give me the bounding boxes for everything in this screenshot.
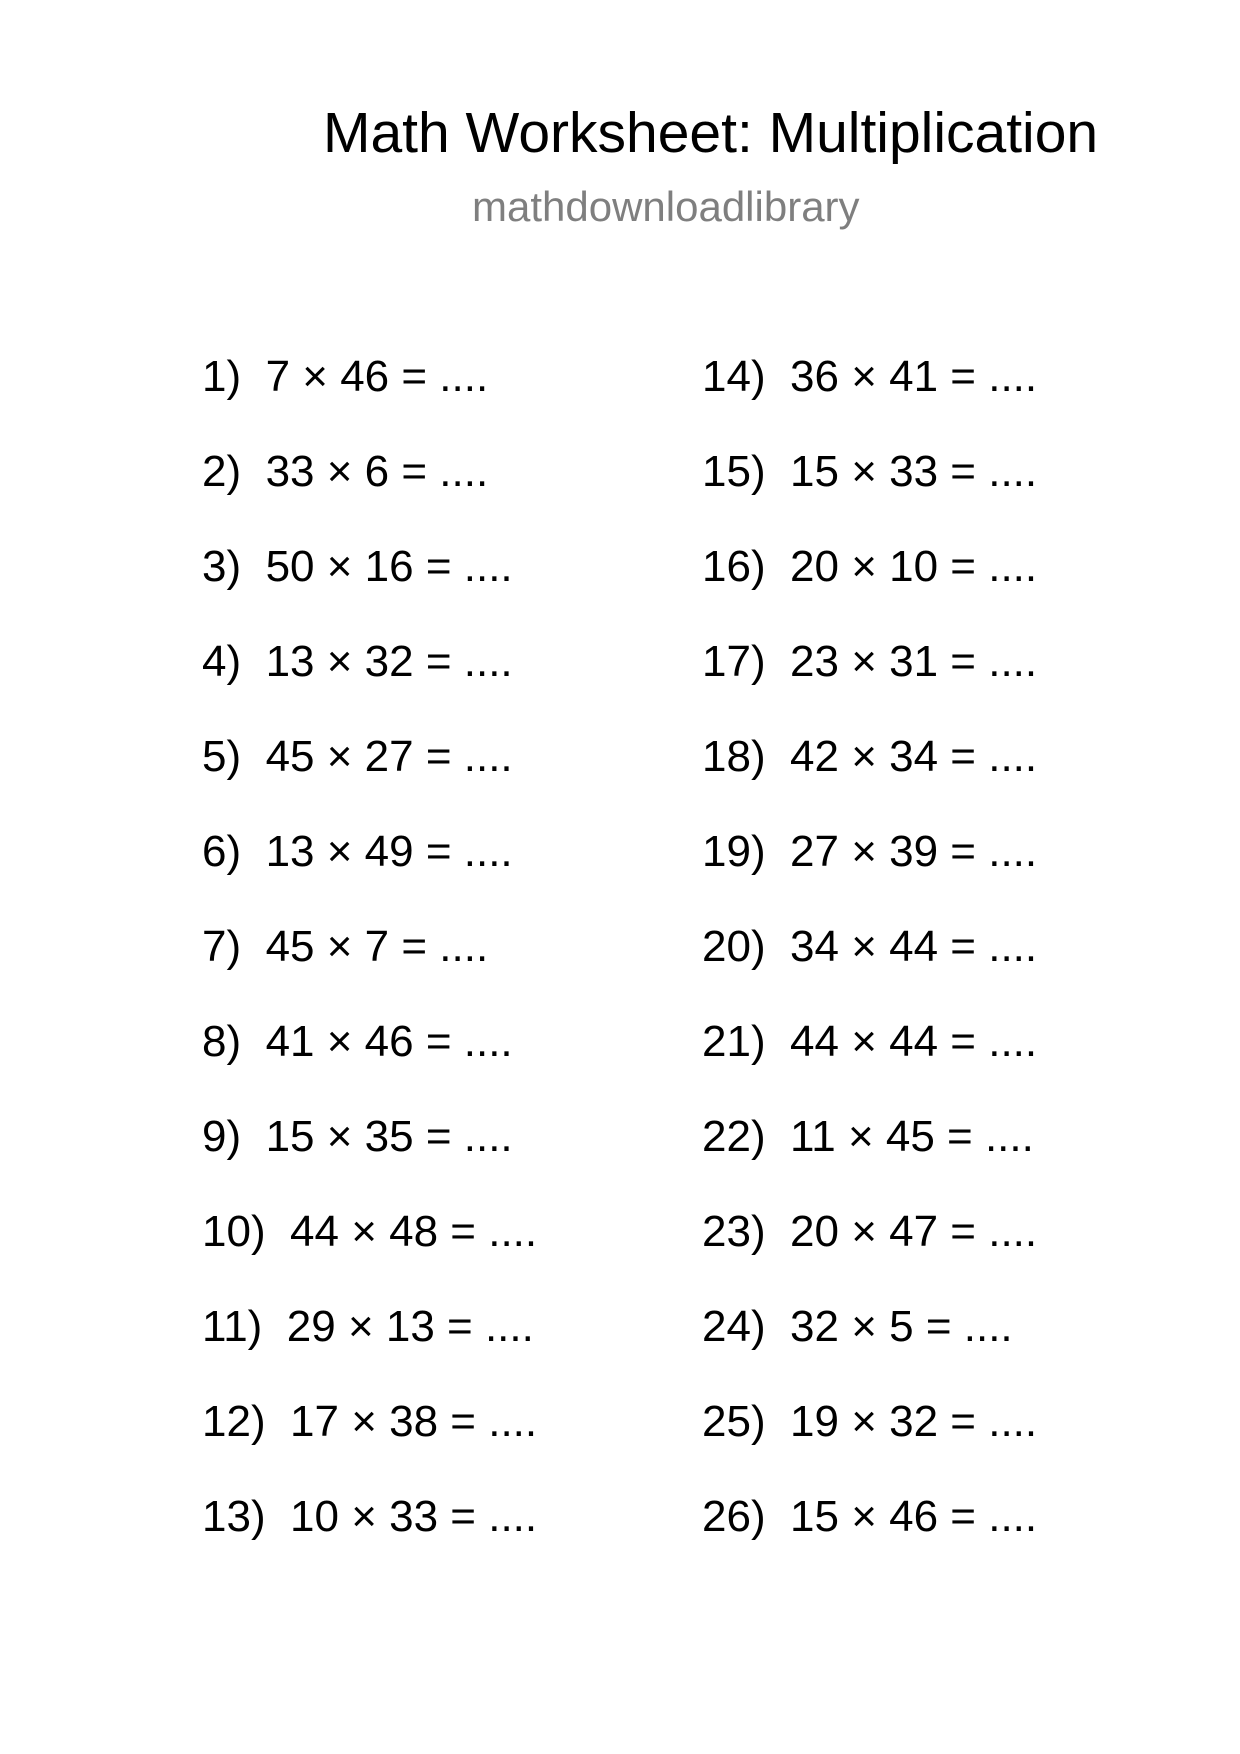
problem-number: 9) <box>202 1112 242 1161</box>
problem-item <box>202 542 513 591</box>
problem-number: 3) <box>202 542 242 591</box>
problem-item <box>702 1017 1038 1066</box>
problem-expression: 20 × 10 = .... <box>790 542 1038 591</box>
problem-item <box>702 1207 1038 1256</box>
problem-item <box>202 827 513 876</box>
problem-item <box>202 1017 513 1066</box>
problem-number: 21) <box>702 1017 766 1066</box>
problem-expression: 44 × 44 = .... <box>790 1017 1038 1066</box>
problem-number: 6) <box>202 827 242 876</box>
problem-expression: 41 × 46 = .... <box>265 1017 513 1066</box>
problem-number: 16) <box>702 542 766 591</box>
problem-expression: 29 × 13 = .... <box>286 1302 534 1351</box>
problem-expression: 13 × 49 = .... <box>265 827 513 876</box>
problem-item <box>202 922 489 971</box>
problem-expression: 23 × 31 = .... <box>790 637 1038 686</box>
problem-expression: 13 × 32 = .... <box>265 637 513 686</box>
problem-item <box>202 1397 538 1446</box>
problem-item <box>702 1112 1034 1161</box>
problem-item <box>202 637 513 686</box>
problem-number: 13) <box>202 1492 266 1541</box>
problem-number: 26) <box>702 1492 766 1541</box>
problem-expression: 33 × 6 = .... <box>265 447 489 496</box>
problem-item <box>202 1492 538 1541</box>
problem-expression: 42 × 34 = .... <box>790 732 1038 781</box>
problem-item <box>702 922 1038 971</box>
problem-item <box>202 1302 534 1351</box>
problem-expression: 15 × 35 = .... <box>265 1112 513 1161</box>
problem-number: 17) <box>702 637 766 686</box>
problem-expression: 19 × 32 = .... <box>790 1397 1038 1446</box>
problem-item <box>202 1207 538 1256</box>
problem-number: 25) <box>702 1397 766 1446</box>
problem-number: 23) <box>702 1207 766 1256</box>
problem-expression: 15 × 46 = .... <box>790 1492 1038 1541</box>
problem-expression: 36 × 41 = .... <box>790 352 1038 401</box>
problem-number: 7) <box>202 922 242 971</box>
problem-expression: 27 × 39 = .... <box>790 827 1038 876</box>
problem-item <box>702 352 1038 401</box>
problem-expression: 34 × 44 = .... <box>790 922 1038 971</box>
problem-item <box>702 732 1038 781</box>
problem-item <box>702 1492 1038 1541</box>
problem-item <box>702 827 1038 876</box>
problem-item <box>202 732 513 781</box>
problem-number: 4) <box>202 637 242 686</box>
problem-item <box>702 1302 1013 1351</box>
problem-number: 20) <box>702 922 766 971</box>
problem-number: 19) <box>702 827 766 876</box>
problem-number: 5) <box>202 732 242 781</box>
problem-item <box>702 447 1038 496</box>
problem-item <box>202 1112 513 1161</box>
worksheet-title: Math Worksheet: Multiplication <box>323 101 1099 165</box>
problem-item <box>702 637 1038 686</box>
problem-expression: 50 × 16 = .... <box>265 542 513 591</box>
problem-expression: 32 × 5 = .... <box>790 1302 1013 1351</box>
problem-expression: 10 × 33 = .... <box>290 1492 538 1541</box>
problem-expression: 7 × 46 = .... <box>265 352 489 401</box>
problem-item <box>202 352 489 401</box>
problem-expression: 44 × 48 = .... <box>290 1207 538 1256</box>
problem-expression: 17 × 38 = .... <box>290 1397 538 1446</box>
problem-expression: 20 × 47 = .... <box>790 1207 1038 1256</box>
problem-number: 2) <box>202 447 242 496</box>
problem-expression: 45 × 7 = .... <box>265 922 489 971</box>
problem-number: 15) <box>702 447 766 496</box>
problem-item <box>202 447 489 496</box>
problem-number: 11) <box>202 1302 263 1351</box>
problem-number: 22) <box>702 1112 766 1161</box>
problem-expression: 11 × 45 = .... <box>790 1112 1034 1161</box>
problem-item <box>702 1397 1038 1446</box>
problem-number: 14) <box>702 352 766 401</box>
problem-number: 8) <box>202 1017 242 1066</box>
worksheet-subtitle: mathdownloadlibrary <box>472 183 860 230</box>
problem-number: 12) <box>202 1397 266 1446</box>
problem-item <box>702 542 1038 591</box>
problem-number: 1) <box>202 352 242 401</box>
problem-number: 24) <box>702 1302 766 1351</box>
problem-number: 10) <box>202 1207 266 1256</box>
problem-expression: 15 × 33 = .... <box>790 447 1038 496</box>
problem-number: 18) <box>702 732 766 781</box>
problem-expression: 45 × 27 = .... <box>265 732 513 781</box>
